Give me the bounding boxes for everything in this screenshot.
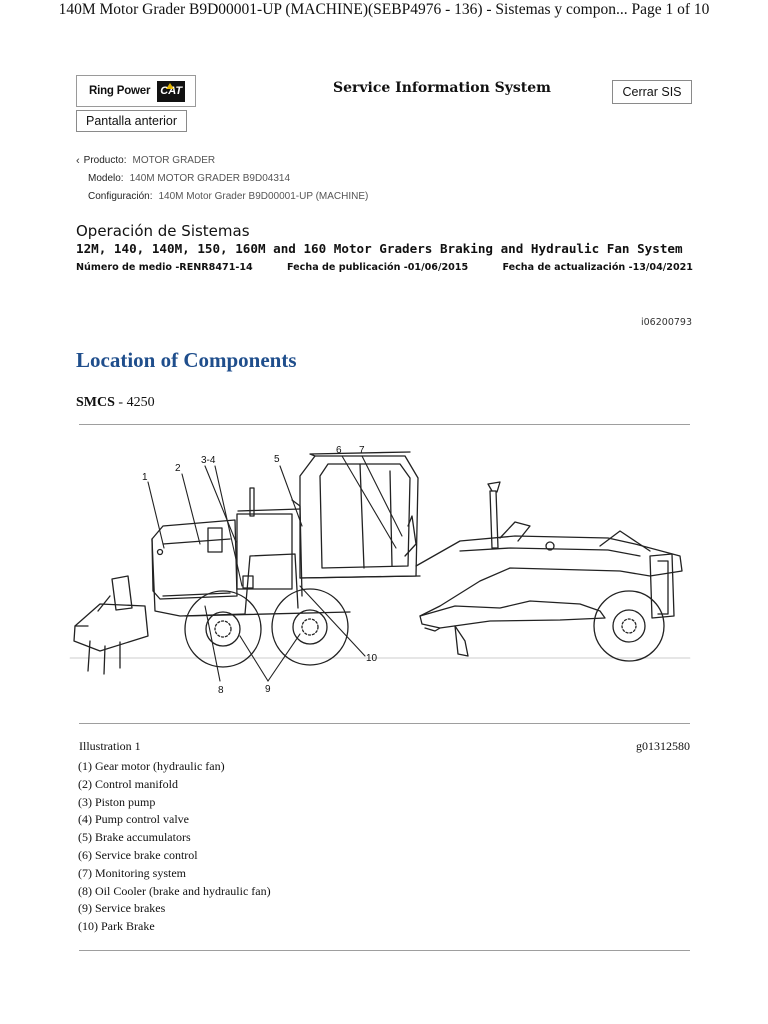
page-header: 140M Motor Grader B9D00001-UP (MACHINE)(SEBP4976 - 136) - Sistemas y compon... Page 1 of 10 (58, 1, 710, 18)
update-date: Fecha de actualización -13/04/2021 (502, 262, 693, 273)
callout-9: 9 (265, 684, 271, 695)
graphic-id: g01312580 (636, 739, 690, 753)
list-item: (4) Pump control valve (78, 812, 189, 827)
publication-date: Fecha de publicación -01/06/2015 (287, 262, 469, 273)
callout-3-4: 3-4 (201, 455, 216, 466)
engine-enclosure (152, 488, 302, 616)
product-value[interactable]: MOTOR GRADER (132, 155, 216, 166)
operator-cab (300, 452, 420, 578)
list-item: (7) Monitoring system (78, 865, 186, 880)
smcs-value: - 4250 (114, 395, 155, 410)
list-item: (1) Gear motor (hydraulic fan) (78, 759, 225, 773)
motor-grader-illustration (60, 436, 700, 706)
ring-power-logo (76, 75, 196, 107)
site-title: Service Information System (333, 80, 551, 96)
callout-7: 7 (359, 445, 365, 456)
model-value: 140M MOTOR GRADER B9D04314 (129, 173, 291, 184)
list-item: (9) Service brakes (78, 901, 166, 916)
config-label: Configuración: (88, 191, 153, 202)
callout-2: 2 (175, 463, 181, 474)
divider-mid (79, 723, 690, 724)
front-wheel (594, 591, 664, 661)
list-item: (5) Brake accumulators (78, 830, 191, 845)
list-item: (10) Park Brake (78, 919, 155, 934)
breadcrumb-config (76, 188, 368, 206)
brand-name: Ring Power (89, 85, 151, 97)
list-item: (6) Service brake control (78, 847, 198, 862)
document-subtitle: 12M, 140, 140M, 150, 160M and 160 Motor Graders Braking and Hydraulic Fan System (76, 241, 683, 256)
list-item: (3) Piston pump (78, 794, 156, 809)
illustration-caption (79, 739, 690, 754)
callout-1: 1 (142, 472, 148, 483)
cat-logo-icon: CAT (157, 81, 185, 102)
divider-top (79, 424, 690, 425)
chevron-left-icon[interactable]: ‹ (76, 155, 80, 167)
main-frame (416, 482, 682, 618)
document-title: Operación de Sistemas (76, 222, 250, 240)
list-item: (8) Oil Cooler (brake and hydraulic fan) (78, 883, 271, 898)
list-item: (2) Control manifold (78, 776, 178, 791)
callout-5: 5 (274, 454, 280, 465)
component-legend (78, 758, 271, 936)
moldboard-blade (420, 601, 605, 656)
smcs-label: SMCS (76, 395, 115, 410)
section-title: Location of Components (76, 348, 297, 372)
callout-labels (142, 445, 378, 696)
breadcrumb (76, 152, 368, 206)
config-value: 140M Motor Grader B9D00001-UP (MACHINE) (158, 191, 369, 202)
divider-bottom (79, 950, 690, 951)
breadcrumb-product[interactable] (76, 152, 368, 170)
illustration-number: Illustration 1 (79, 739, 141, 753)
model-label: Modelo: (88, 173, 124, 184)
smcs-code (76, 395, 155, 411)
callout-6: 6 (336, 445, 342, 456)
callout-10: 10 (366, 653, 378, 664)
breadcrumb-model (76, 170, 368, 188)
product-label: Producto: (83, 155, 127, 166)
document-meta (76, 262, 693, 273)
reference-id: i06200793 (641, 317, 692, 328)
rear-ripper (74, 576, 148, 674)
media-number: Número de medio -RENR8471-14 (76, 262, 253, 273)
back-button[interactable]: Pantalla anterior (76, 110, 187, 132)
callout-8: 8 (218, 685, 224, 696)
close-sis-button[interactable]: Cerrar SIS (612, 80, 692, 104)
